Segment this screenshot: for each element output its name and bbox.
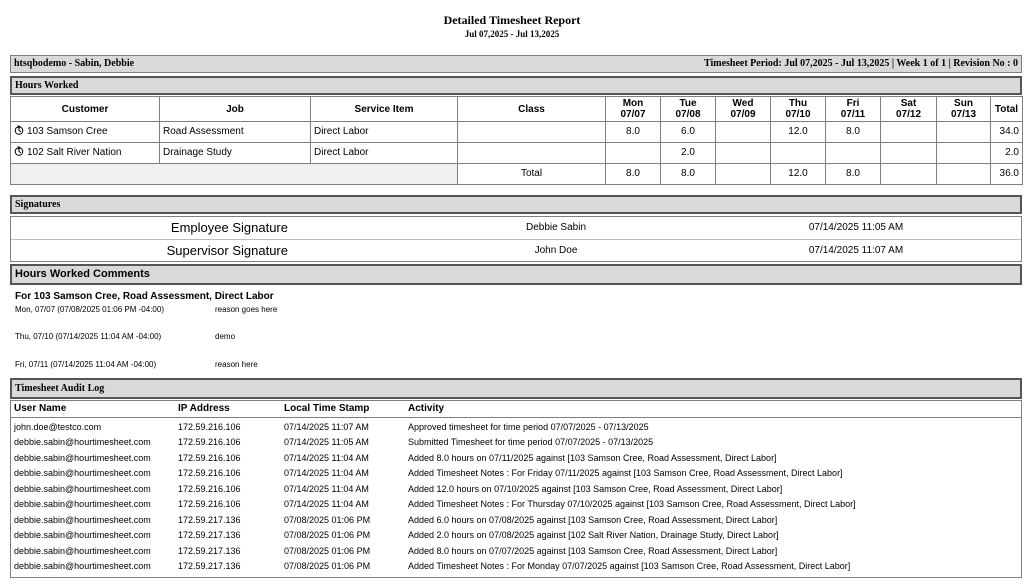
total-mon: 8.0	[606, 164, 661, 185]
class-cell	[458, 143, 606, 164]
col-thu: Thu 07/10	[771, 97, 826, 122]
col-total: Total	[991, 97, 1023, 122]
refresh-icon	[14, 125, 24, 135]
col-sun: Sun 07/13	[937, 97, 991, 122]
audit-time: 07/08/2025 01:06 PM	[284, 546, 371, 556]
audit-time: 07/14/2025 11:04 AM	[284, 484, 369, 494]
hours-worked-section-header: Hours Worked	[10, 76, 1022, 95]
audit-user: debbie.sabin@hourtimesheet.com	[14, 515, 151, 525]
audit-ip: 172.59.216.106	[178, 484, 241, 494]
audit-ip: 172.59.217.136	[178, 546, 241, 556]
audit-time: 07/08/2025 01:06 PM	[284, 561, 371, 571]
audit-time: 07/14/2025 11:04 AM	[284, 468, 369, 478]
col-customer: Customer	[11, 97, 160, 122]
supervisor-signature-name: John Doe	[534, 245, 578, 256]
totals-spacer	[11, 164, 458, 185]
col-sat: Sat 07/12	[881, 97, 937, 122]
audit-user: debbie.sabin@hourtimesheet.com	[14, 453, 151, 463]
total-thu: 12.0	[771, 164, 826, 185]
audit-ip: 172.59.217.136	[178, 561, 241, 571]
audit-user: debbie.sabin@hourtimesheet.com	[14, 530, 151, 540]
comments-box	[10, 288, 1022, 376]
sat-hours	[881, 122, 937, 143]
tue-hours: 6.0	[661, 122, 716, 143]
audit-ip: 172.59.217.136	[178, 515, 241, 525]
audit-activity: Added 8.0 hours on 07/11/2025 against [103 Samson Cree, Road Assessment, Direct Labor]	[408, 453, 777, 463]
audit-col-ip: IP Address	[178, 403, 230, 414]
customer-cell: 103 Samson Cree	[11, 122, 160, 143]
col-tue: Tue 07/08	[661, 97, 716, 122]
hours-worked-table	[10, 96, 1023, 185]
audit-row	[10, 513, 1022, 528]
job-cell: Road Assessment	[160, 122, 311, 143]
audit-time: 07/14/2025 11:07 AM	[284, 422, 369, 432]
audit-ip: 172.59.216.106	[178, 499, 241, 509]
mon-hours	[606, 143, 661, 164]
audit-row	[10, 544, 1022, 559]
customer-cell: 102 Salt River Nation	[11, 143, 160, 164]
audit-ip: 172.59.216.106	[178, 437, 241, 447]
comment-when: Mon, 07/07 (07/08/2025 01:06 PM -04:00)	[15, 305, 164, 314]
comment-reason: reason goes here	[215, 305, 278, 314]
employee-signature-label: Employee Signature	[170, 220, 288, 235]
audit-row	[10, 528, 1022, 543]
class-cell	[458, 122, 606, 143]
audit-time: 07/14/2025 11:04 AM	[284, 499, 369, 509]
report-title: Detailed Timesheet Report	[443, 13, 581, 27]
audit-user: debbie.sabin@hourtimesheet.com	[14, 546, 151, 556]
col-wed: Wed 07/09	[716, 97, 771, 122]
audit-ip: 172.59.216.106	[178, 422, 241, 432]
supervisor-signature-label: Supervisor Signature	[166, 243, 288, 258]
sun-hours	[937, 122, 991, 143]
job-cell: Drainage Study	[160, 143, 311, 164]
audit-row	[10, 482, 1022, 497]
totals-row	[11, 164, 1023, 185]
total-sun	[937, 164, 991, 185]
audit-header-row	[10, 400, 1022, 418]
service-item-cell: Direct Labor	[311, 143, 458, 164]
comment-when: Fri, 07/11 (07/14/2025 11:04 AM -04:00)	[15, 360, 157, 369]
audit-activity: Added 12.0 hours on 07/10/2025 against [103 Samson Cree, Road Assessment, Direct Labor]	[408, 484, 783, 494]
audit-activity: Submitted Timesheet for time period 07/07/2025 - 07/13/2025	[408, 437, 654, 447]
comment-when: Thu, 07/10 (07/14/2025 11:04 AM -04:00)	[15, 332, 162, 341]
audit-ip: 172.59.216.106	[178, 453, 241, 463]
report-date-range: Jul 07,2025 - Jul 13,2025	[464, 29, 560, 39]
wed-hours	[716, 122, 771, 143]
grand-total: 36.0	[991, 164, 1023, 185]
total-sat	[881, 164, 937, 185]
signatures-box	[10, 216, 1022, 262]
audit-activity: Added Timesheet Notes : For Thursday 07/10/2025 against [103 Samson Cree, Road Assessment, Direct Labor]	[408, 499, 856, 509]
audit-user: debbie.sabin@hourtimesheet.com	[14, 499, 151, 509]
col-job: Job	[160, 97, 311, 122]
audit-time: 07/14/2025 11:05 AM	[284, 437, 369, 447]
total-tue: 8.0	[661, 164, 716, 185]
employee-signature-name: Debbie Sabin	[525, 222, 587, 233]
audit-user: debbie.sabin@hourtimesheet.com	[14, 468, 151, 478]
audit-user: debbie.sabin@hourtimesheet.com	[14, 561, 151, 571]
supervisor-signature-date: 07/14/2025 11:07 AM	[808, 245, 904, 256]
audit-row	[10, 435, 1022, 450]
wed-hours	[716, 143, 771, 164]
total-fri: 8.0	[826, 164, 881, 185]
audit-activity: Added 6.0 hours on 07/08/2025 against [103 Samson Cree, Road Assessment, Direct Labor]	[408, 515, 778, 525]
audit-user: debbie.sabin@hourtimesheet.com	[14, 484, 151, 494]
thu-hours	[771, 143, 826, 164]
thu-hours: 12.0	[771, 122, 826, 143]
comments-section-header: Hours Worked Comments	[10, 264, 1022, 285]
comment-reason: reason here	[215, 360, 258, 369]
audit-row	[10, 420, 1022, 435]
hours-table-header-row	[11, 97, 1023, 122]
audit-user: john.doe@testco.com	[14, 422, 102, 432]
supervisor-signature-row	[11, 239, 1021, 262]
audit-row	[10, 466, 1022, 481]
audit-col-user: User Name	[14, 403, 67, 414]
col-fri: Fri 07/11	[826, 97, 881, 122]
refresh-icon	[14, 146, 24, 156]
employee-name: htsqbodemo - Sabin, Debbie	[14, 58, 135, 69]
audit-row	[10, 559, 1022, 574]
totals-label: Total	[458, 164, 606, 185]
fri-hours	[826, 143, 881, 164]
row-total: 2.0	[991, 143, 1023, 164]
audit-row	[10, 497, 1022, 512]
col-class: Class	[458, 97, 606, 122]
service-item-cell: Direct Labor	[311, 122, 458, 143]
comment-reason: demo	[215, 332, 236, 341]
table-row	[11, 143, 1023, 164]
audit-activity: Added Timesheet Notes : For Friday 07/11/2025 against [103 Samson Cree, Road Assessment, Direct Labor]	[408, 468, 843, 478]
mon-hours: 8.0	[606, 122, 661, 143]
col-service-item: Service Item	[311, 97, 458, 122]
sun-hours	[937, 143, 991, 164]
employee-header-bar	[10, 55, 1022, 73]
total-wed	[716, 164, 771, 185]
audit-col-time: Local Time Stamp	[284, 403, 370, 414]
fri-hours: 8.0	[826, 122, 881, 143]
audit-activity: Added Timesheet Notes : For Monday 07/07/2025 against [103 Samson Cree, Road Assessment, Direct Labor]	[408, 561, 851, 571]
audit-time: 07/08/2025 01:06 PM	[284, 515, 371, 525]
audit-activity: Added 2.0 hours on 07/08/2025 against [102 Salt River Nation, Drainage Study, Direct Labor]	[408, 530, 779, 540]
period-info: Timesheet Period: Jul 07,2025 - Jul 13,2025 | Week 1 of 1 | Revision No : 0	[703, 58, 1018, 69]
audit-ip: 172.59.217.136	[178, 530, 241, 540]
audit-activity: Added 8.0 hours on 07/07/2025 against [103 Samson Cree, Road Assessment, Direct Labor]	[408, 546, 778, 556]
audit-time: 07/08/2025 01:06 PM	[284, 530, 371, 540]
col-mon: Mon 07/07	[606, 97, 661, 122]
audit-time: 07/14/2025 11:04 AM	[284, 453, 369, 463]
comment-group-title: For 103 Samson Cree, Road Assessment, Direct Labor	[15, 291, 274, 302]
employee-signature-row	[11, 217, 1021, 239]
audit-col-activity: Activity	[408, 403, 445, 414]
table-row	[11, 122, 1023, 143]
sat-hours	[881, 143, 937, 164]
audit-section-header: Timesheet Audit Log	[10, 378, 1022, 399]
audit-row	[10, 451, 1022, 466]
audit-ip: 172.59.216.106	[178, 468, 241, 478]
employee-signature-date: 07/14/2025 11:05 AM	[808, 222, 904, 233]
audit-user: debbie.sabin@hourtimesheet.com	[14, 437, 151, 447]
audit-activity: Approved timesheet for time period 07/07/2025 - 07/13/2025	[408, 422, 649, 432]
row-total: 34.0	[991, 122, 1023, 143]
tue-hours: 2.0	[661, 143, 716, 164]
signatures-section-header: Signatures	[10, 195, 1022, 214]
